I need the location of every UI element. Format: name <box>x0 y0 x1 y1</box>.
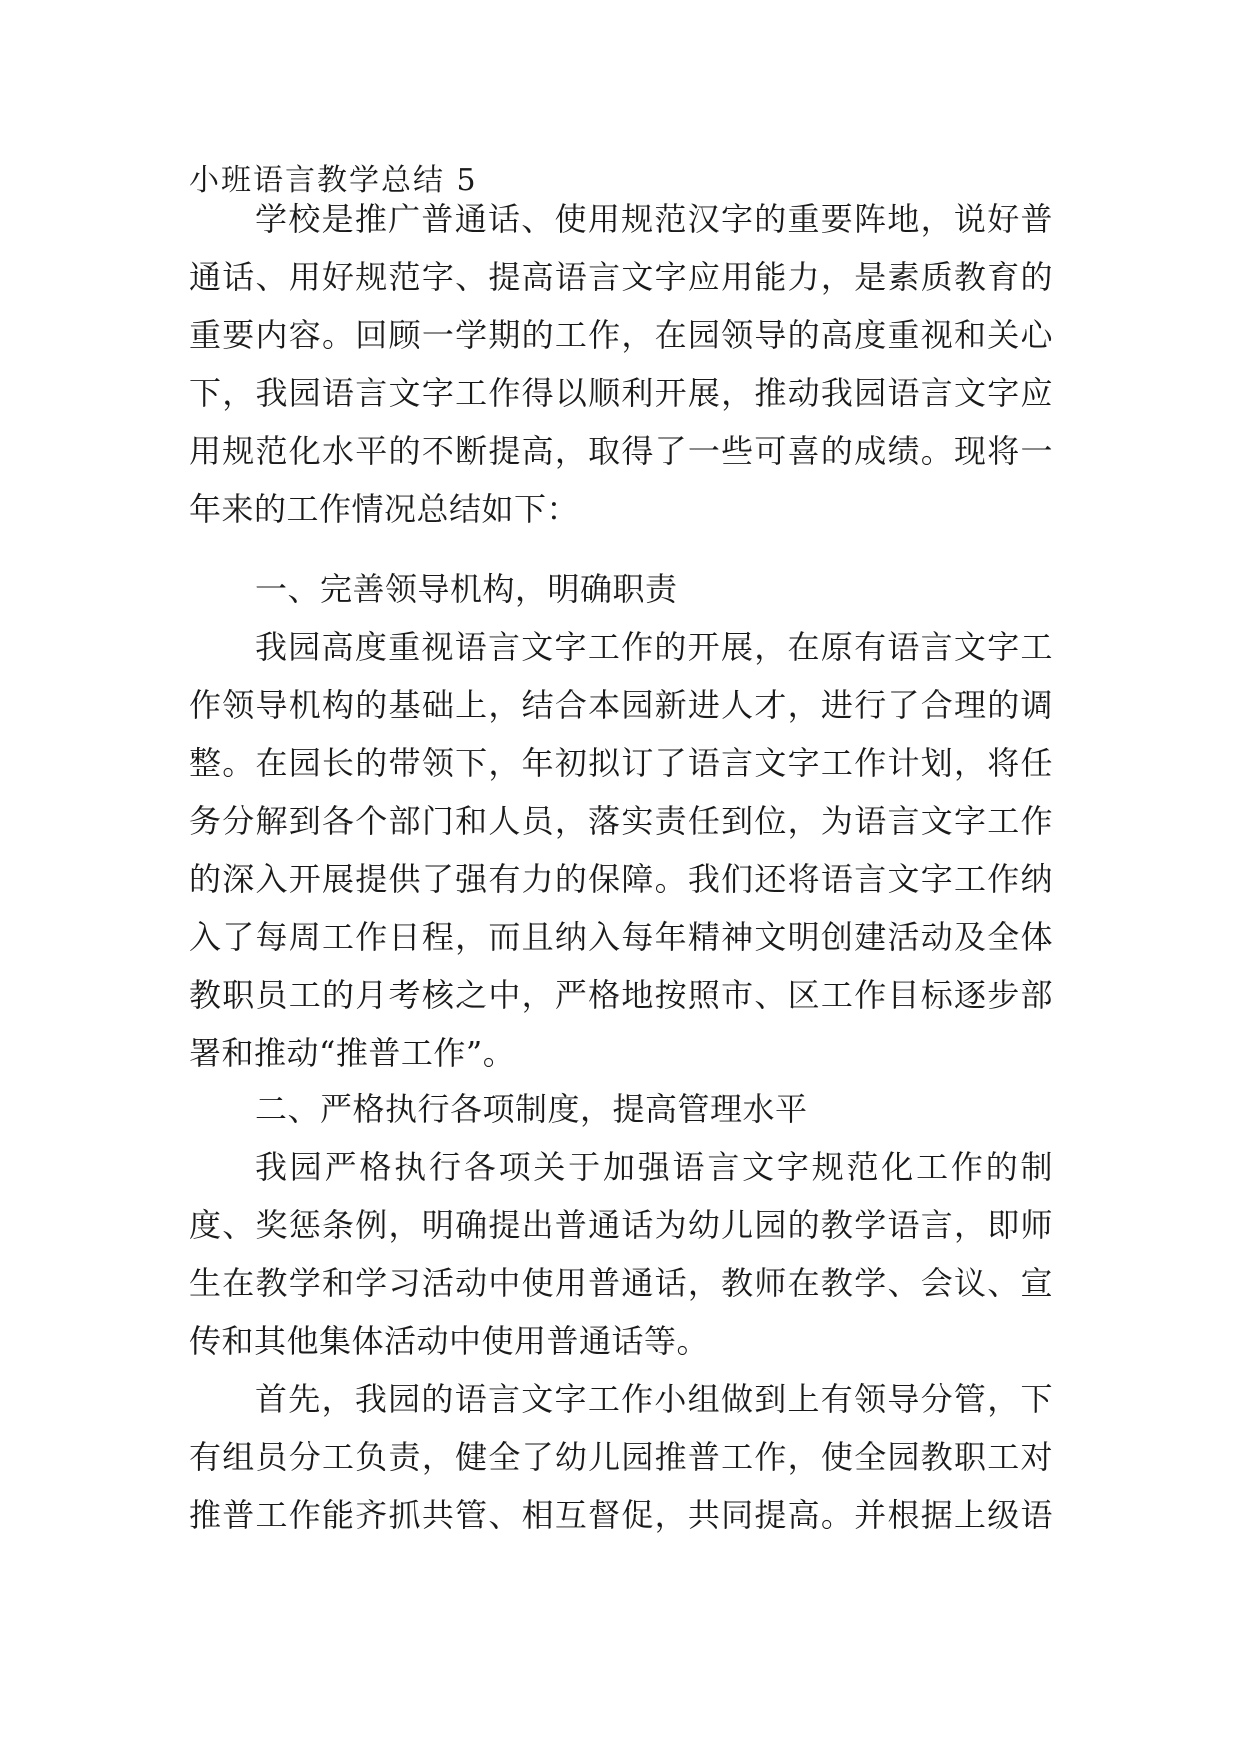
text-line: 整。在园长的带领下，年初拟订了语言文字工作计划，将任 <box>189 744 1053 782</box>
text-line: 教职员工的月考核之中，严格地按照市、区工作目标逐步部 <box>189 976 1053 1014</box>
text-line: 我园高度重视语言文字工作的开展，在原有语言文字工 <box>255 628 1053 666</box>
text-line: 入了每周工作日程，而且纳入每年精神文明创建活动及全体 <box>189 918 1053 956</box>
text-line: 度、奖惩条例，明确提出普通话为幼儿园的教学语言，即师 <box>189 1206 1053 1244</box>
text-line: 通话、用好规范字、提高语言文字应用能力，是素质教育的 <box>189 258 1053 296</box>
text-line: 生在教学和学习活动中使用普通话，教师在教学、会议、宣 <box>189 1264 1053 1302</box>
heading-line: 一、完善领导机构，明确职责 <box>255 570 678 608</box>
text-line: 务分解到各个部门和人员，落实责任到位，为语言文字工作 <box>189 802 1053 840</box>
heading-line: 二、严格执行各项制度，提高管理水平 <box>255 1090 808 1128</box>
text-line: 用规范化水平的不断提高，取得了一些可喜的成绩。现将一 <box>189 432 1053 470</box>
text-line: 署和推动“推普工作”。 <box>189 1034 516 1072</box>
paragraph-intro <box>189 190 1053 538</box>
paragraph-section-3 <box>189 1370 1053 1544</box>
text-line: 有组员分工负责，健全了幼儿园推普工作，使全园教职工对 <box>189 1438 1053 1476</box>
section-heading-1 <box>189 560 1053 618</box>
section-heading-2 <box>189 1080 1053 1138</box>
text-line: 推普工作能齐抓共管、相互督促，共同提高。并根据上级语 <box>189 1496 1053 1534</box>
paragraph-section-1 <box>189 618 1053 1082</box>
text-line: 传和其他集体活动中使用普通话等。 <box>189 1322 710 1360</box>
text-line: 的深入开展提供了强有力的保障。我们还将语言文字工作纳 <box>189 860 1053 898</box>
paragraph-section-2 <box>189 1138 1053 1370</box>
text-line: 首先，我园的语言文字工作小组做到上有领导分管，下 <box>255 1380 1053 1418</box>
text-line: 作领导机构的基础上，结合本园新进人才，进行了合理的调 <box>189 686 1053 724</box>
text-line: 下，我园语言文字工作得以顺利开展，推动我园语言文字应 <box>189 374 1053 412</box>
text-line: 重要内容。回顾一学期的工作，在园领导的高度重视和关心 <box>189 316 1053 354</box>
text-line: 年来的工作情况总结如下： <box>189 490 580 528</box>
text-line: 学校是推广普通话、使用规范汉字的重要阵地，说好普 <box>255 200 1053 238</box>
text-line: 我园严格执行各项关于加强语言文字规范化工作的制 <box>255 1148 1053 1186</box>
document-title: 小班语言教学总结 5 <box>189 163 478 198</box>
